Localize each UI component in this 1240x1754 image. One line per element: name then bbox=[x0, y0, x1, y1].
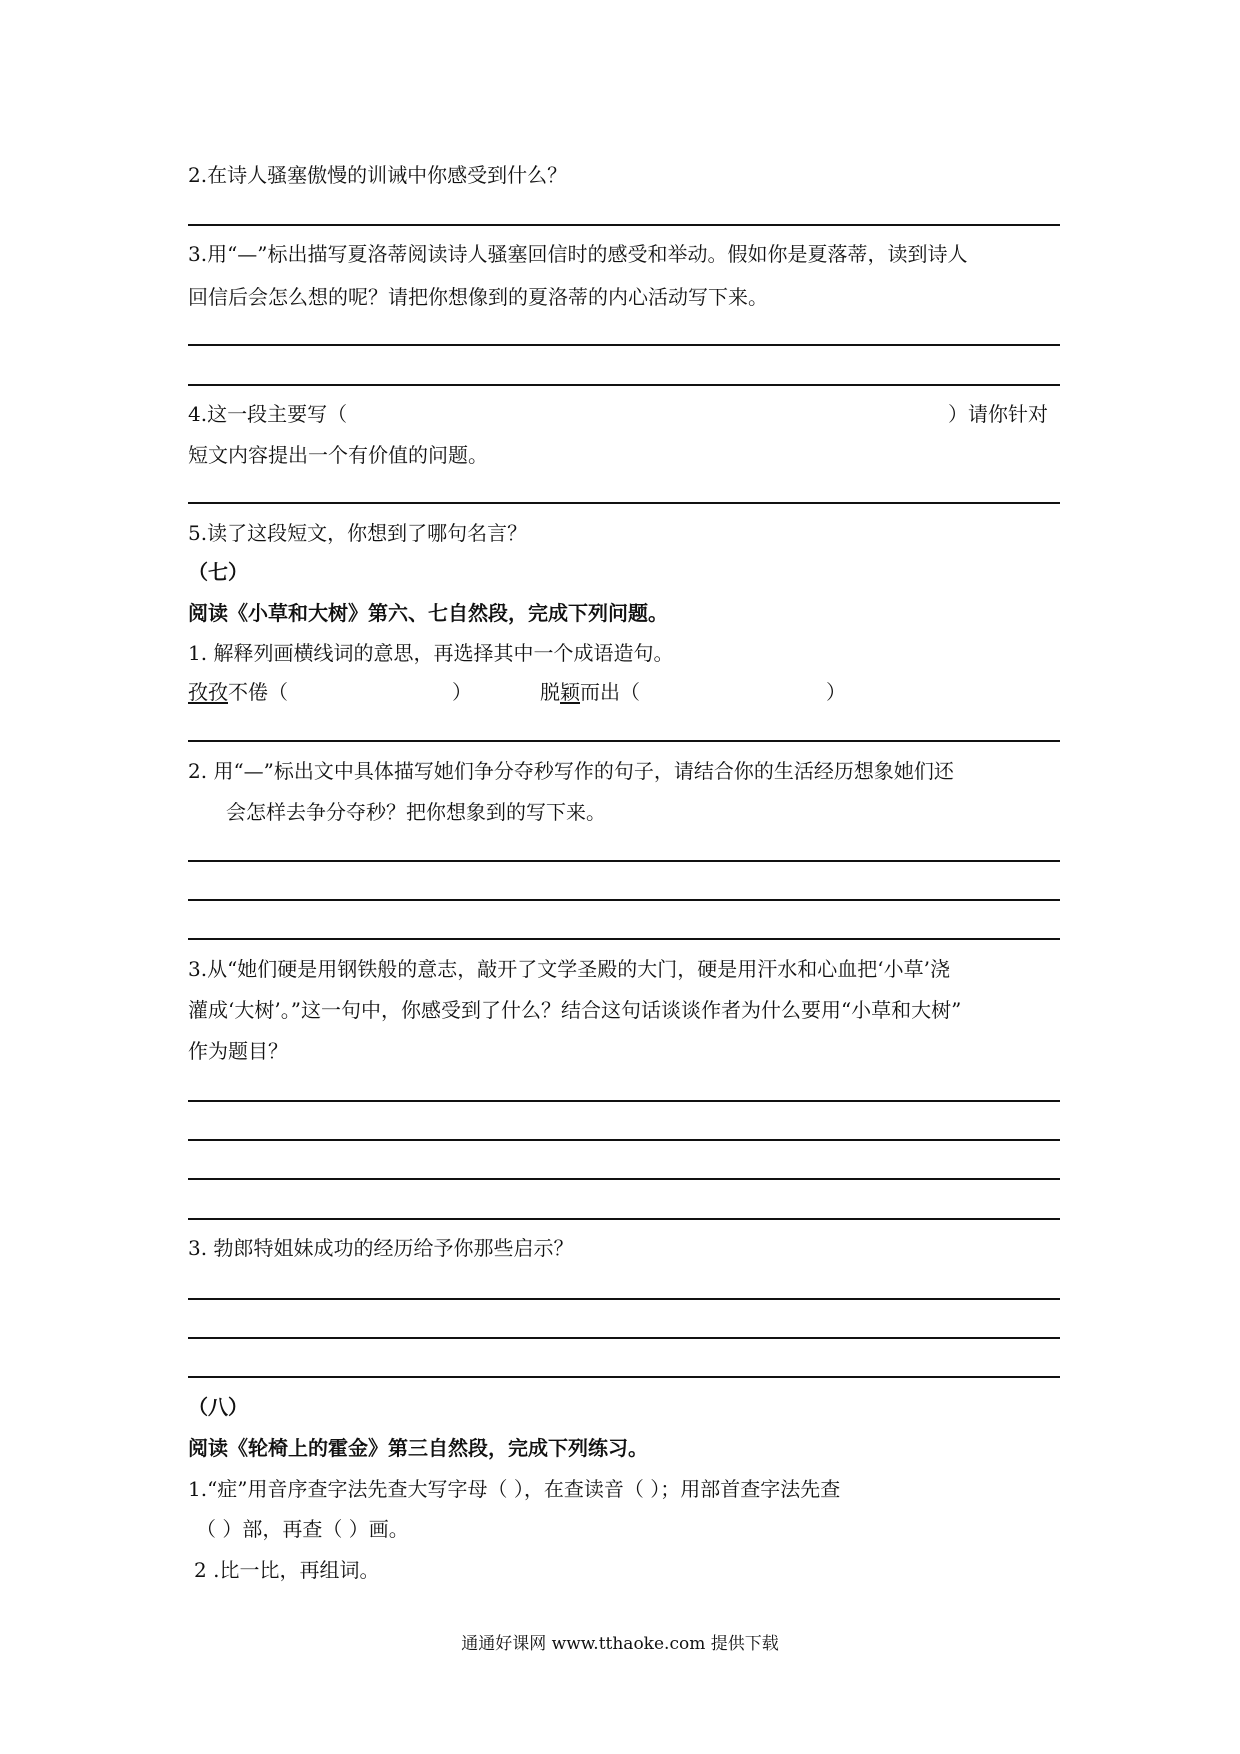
question-7-1: 1. 解释列画横线词的意思，再选择其中一个成语造句。 bbox=[188, 641, 674, 665]
answer-line bbox=[188, 899, 1060, 901]
bracket-close: ） bbox=[826, 680, 846, 704]
section-7-instruction: 阅读《小草和大树》第六、七自然段，完成下列问题。 bbox=[188, 601, 668, 625]
question-7-3-line3: 作为题目？ bbox=[188, 1039, 288, 1063]
question-7-2-line2: 会怎样去争分夺秒？把你想象到的写下来。 bbox=[226, 800, 606, 824]
word-zizibujuan bbox=[188, 680, 288, 704]
underlined-word: 颖 bbox=[560, 680, 580, 704]
answer-line bbox=[188, 860, 1060, 862]
answer-line bbox=[188, 1218, 1060, 1220]
answer-line bbox=[188, 1178, 1060, 1180]
question-7-3-line2: 灌成‘大树’。”这一句中，你感受到了什么？结合这句话谈谈作者为什么要用“小草和大树” bbox=[188, 998, 962, 1022]
page-footer: 通通好课网 www.tthaoke.com 提供下载 bbox=[461, 1634, 779, 1654]
section-8-title: （八） bbox=[188, 1395, 248, 1419]
question-8-1-line1: 1.“症”用音序查字法先查大写字母（ ），在查读音（ ）；用部首查字法先查 bbox=[188, 1477, 841, 1501]
word-rest: 而出（ bbox=[580, 680, 640, 704]
answer-line bbox=[188, 1298, 1060, 1300]
answer-line bbox=[188, 384, 1060, 386]
word-prefix: 脱 bbox=[540, 680, 560, 704]
question-7-2-line1: 2. 用“—”标出文中具体描写她们争分夺秒写作的句子，请结合你的生活经历想象她们还 bbox=[188, 759, 954, 783]
question-6-4-end: ）请你针对 bbox=[948, 402, 1048, 426]
underlined-word: 孜孜 bbox=[188, 680, 228, 704]
answer-line bbox=[188, 1337, 1060, 1339]
answer-line bbox=[188, 1100, 1060, 1102]
question-6-3-line2: 回信后会怎么想的呢？请把你想像到的夏洛蒂的内心活动写下来。 bbox=[188, 285, 768, 309]
section-8-instruction: 阅读《轮椅上的霍金》第三自然段，完成下列练习。 bbox=[188, 1436, 648, 1460]
question-8-1-line2: （ ）部，再查（ ）画。 bbox=[196, 1517, 409, 1541]
question-6-4-start: 4.这一段主要写（ bbox=[188, 402, 348, 426]
question-7-3-line1: 3.从“她们硬是用钢铁般的意志，敲开了文学圣殿的大门，硬是用汗水和心血把‘小草’浇 bbox=[188, 957, 951, 981]
answer-line bbox=[188, 344, 1060, 346]
answer-line bbox=[188, 224, 1060, 226]
bracket-close: ） bbox=[452, 680, 472, 704]
answer-line bbox=[188, 938, 1060, 940]
question-6-2: 2.在诗人骚塞傲慢的训诫中你感受到什么？ bbox=[188, 163, 568, 187]
section-7-title: （七） bbox=[188, 560, 248, 584]
question-6-3-line1: 3.用“—”标出描写夏洛蒂阅读诗人骚塞回信时的感受和举动。假如你是夏落蒂，读到诗人 bbox=[188, 242, 968, 266]
question-6-5: 5.读了这段短文，你想到了哪句名言？ bbox=[188, 521, 528, 545]
question-6-4-line2: 短文内容提出一个有价值的问题。 bbox=[188, 443, 488, 467]
question-7-4: 3. 勃郎特姐妹成功的经历给予你那些启示？ bbox=[188, 1236, 574, 1260]
answer-line bbox=[188, 1376, 1060, 1378]
answer-line bbox=[188, 502, 1060, 504]
answer-line bbox=[188, 740, 1060, 742]
question-8-2: 2 .比一比，再组词。 bbox=[194, 1558, 380, 1582]
word-tuoyingerchu bbox=[540, 680, 640, 704]
answer-line bbox=[188, 1139, 1060, 1141]
word-rest: 不倦（ bbox=[228, 680, 288, 704]
